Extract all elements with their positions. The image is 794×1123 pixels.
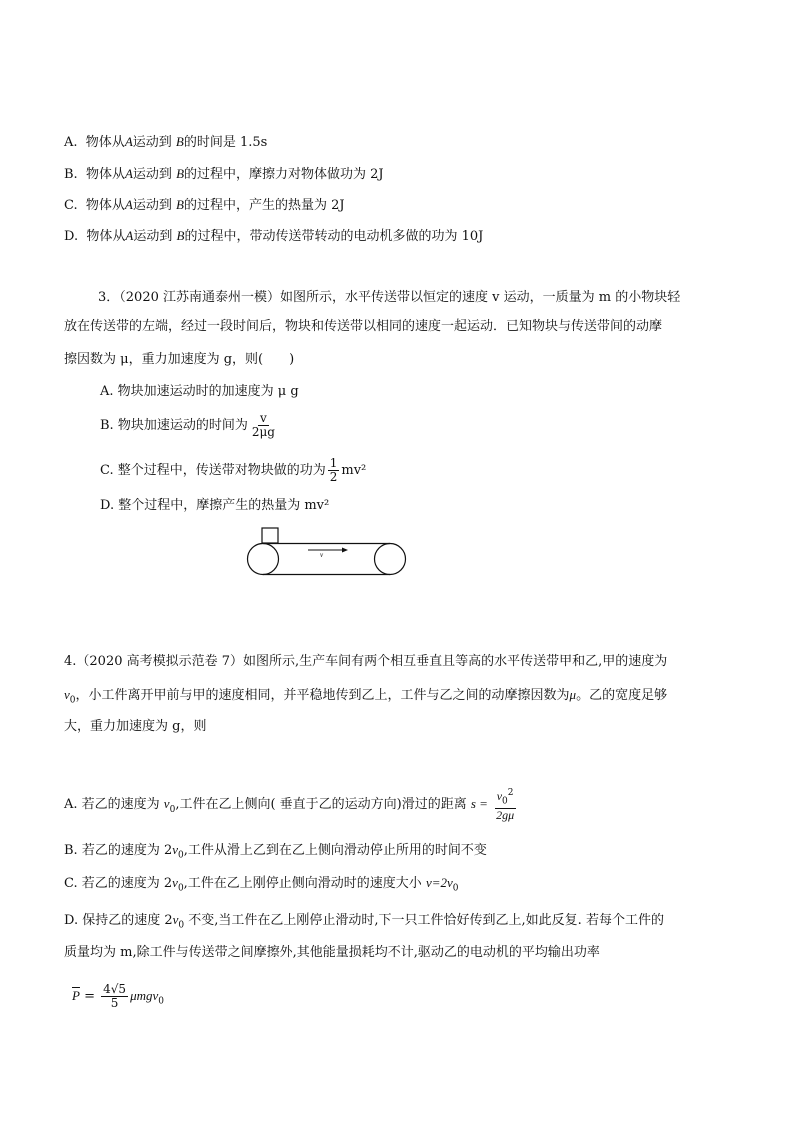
q3-stem-line1: 3．（2020 江苏南通泰州一模）如图所示，水平传送带以恒定的速度 v 运动，一质量为 m 的小物块轻: [98, 290, 681, 305]
arrow-head-icon: [342, 548, 348, 553]
q3-option-c: C. 整个过程中，传送带对物块做的功为 $\frac{1}{2}$ mv²: [100, 456, 367, 484]
q3-option-d: D. 整个过程中，摩擦产生的热量为 mv²: [100, 498, 330, 513]
q4-option-a-fraction: $\frac{v_0^2}{2g\mu}$: [496, 788, 515, 823]
q3-option-a: A. 物块加速运动时的加速度为 μ g: [100, 384, 299, 399]
q4-stem-line3: 大，重力加速度为 g，则: [64, 719, 207, 734]
q2-option-c: C. 物体从A运动到 B的过程中，产生的热量为 2J: [64, 197, 345, 213]
right-pulley-icon: [375, 544, 406, 575]
velocity-label: v: [320, 551, 324, 559]
q4-option-b: B. 若乙的速度为 $2v_0$,工件从滑上乙到在乙上侧向滑动停止所用的时间不变: [64, 842, 487, 861]
q2-option-a: A. 物体从A运动到 B的时间是 1.5s: [64, 134, 268, 150]
q4-option-d-line2: 质量均为 m,除工件与传送带之间摩擦外,其他能量损耗均不计,驱动乙的电动机的平均输出功率: [64, 945, 600, 960]
q4-option-d-formula: $\overline{P}$ = $\frac{4√5}{5}$ μmgv$_0$: [72, 982, 164, 1010]
q4-option-d-fraction: $\frac{4√5}{5}$: [103, 982, 127, 1010]
q4-option-c: C. 若乙的速度为 $2v_0$,工件在乙上刚停止侧向滑动时的速度大小 $v=2v_0$: [64, 875, 459, 894]
q4-stem-line2: $v_0$，小工件离开甲前与甲的速度相同，并平稳地传到乙上，工件与乙之间的动摩擦因数为μ。乙的宽度足够: [64, 687, 668, 706]
q2-option-d: D. 物体从A运动到 B的过程中，带动传送带转动的电动机多做的功为 10J: [64, 228, 484, 244]
q4-option-a: A. 若乙的速度为 $v_0$,工件在乙上侧向( 垂直于乙的运动方向)滑过的距离 s = $\frac{v_0^2}{2g\mu}$: [64, 788, 515, 823]
q3-option-c-fraction: $\frac{1}{2}$: [329, 456, 338, 484]
q4-option-d-line1: D. 保持乙的速度 $2v_0$ 不变,当工件在乙上刚停止滑动时,下一只工件恰好传到乙上,如此反复. 若每个工件的: [64, 912, 664, 931]
left-pulley-icon: [248, 544, 279, 575]
q3-stem-line2: 放在传送带的左端，经过一段时间后，物块和传送带以相同的速度一起运动．已知物块与传送带间的动摩: [64, 319, 663, 334]
q3-option-b-fraction: $\frac{v}{2\mu g}$: [251, 411, 275, 439]
q4-stem-line1: 4.（2020 高考模拟示范卷 7）如图所示,生产车间有两个相互垂直且等高的水平传送带甲和乙,甲的速度为: [64, 654, 668, 669]
block-icon: [262, 528, 278, 543]
q3-option-b: B. 物块加速运动的时间为 $\frac{v}{2\mu g}$: [100, 411, 275, 439]
q3-stem-line3: 擦因数为 μ，重力加速度为 g，则( ): [64, 352, 295, 367]
conveyor-belt-diagram: [244, 526, 410, 578]
q2-option-b: B. 物体从A运动到 B的过程中，摩擦力对物体做功为 2J: [64, 166, 384, 182]
